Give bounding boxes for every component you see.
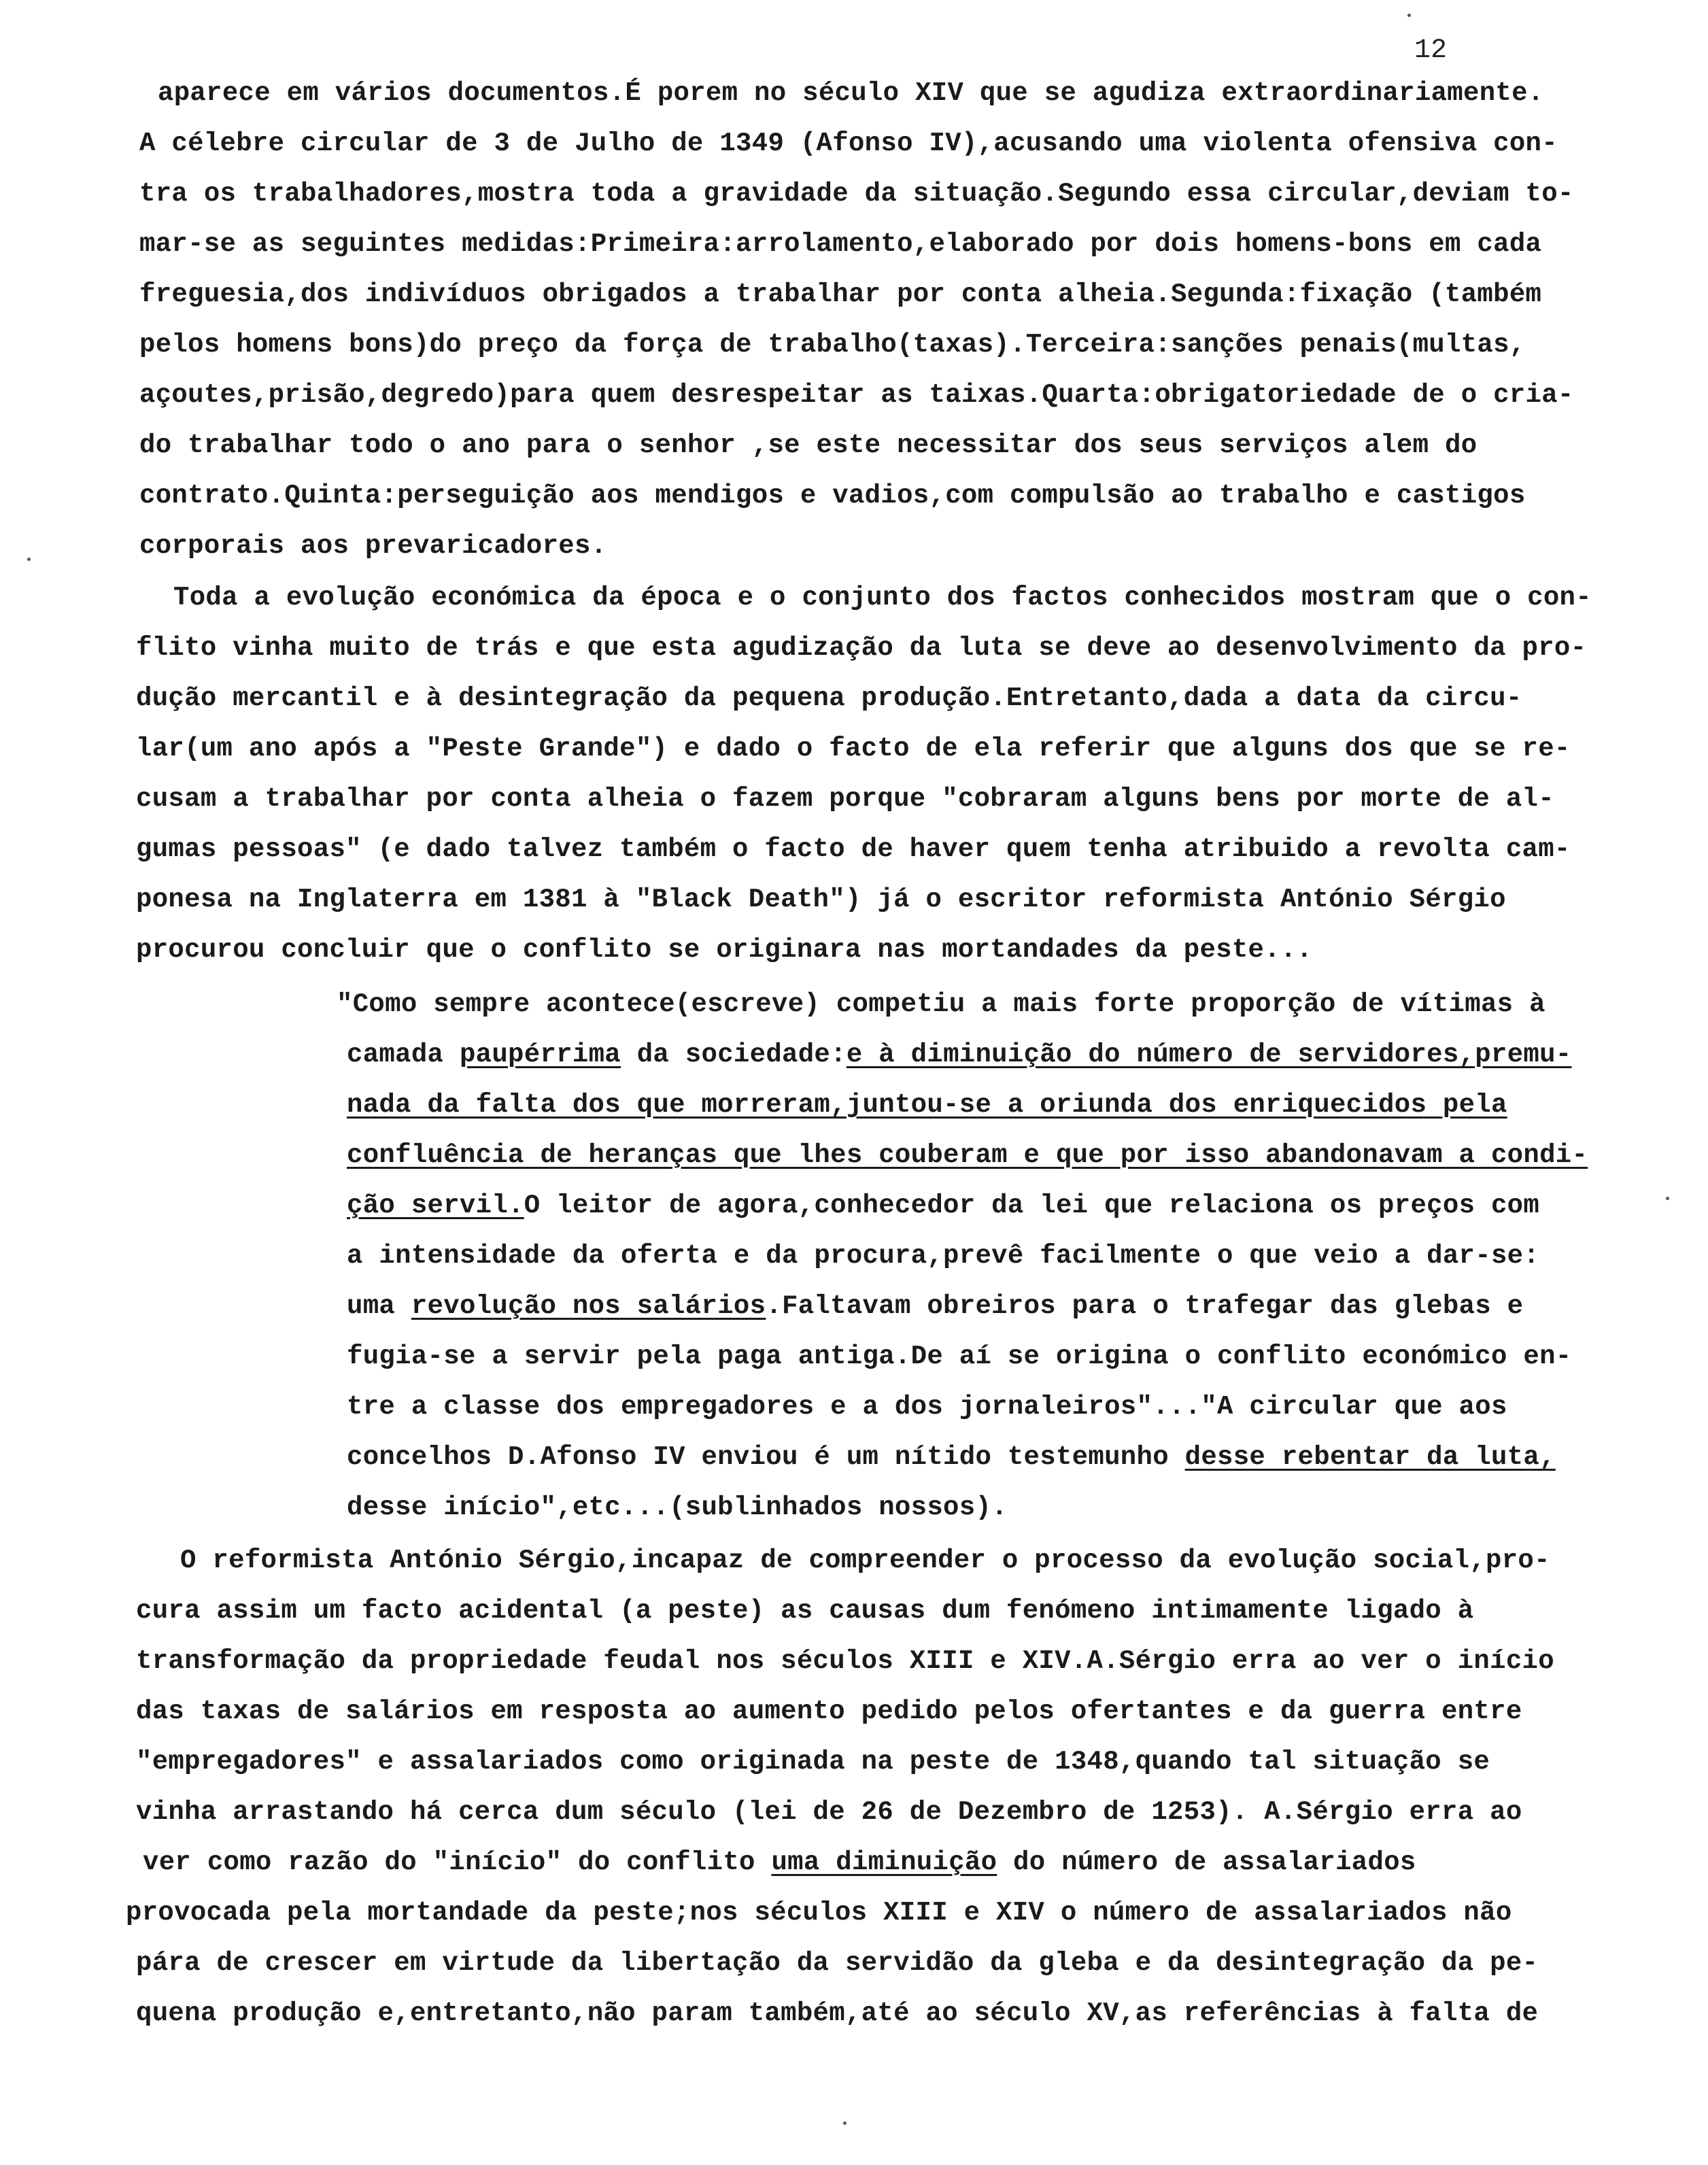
quote-line xyxy=(347,1042,1572,1068)
text-line xyxy=(143,1849,1416,1876)
quote-fragment: .Faltavam obreiros para o trafegar das glebas e xyxy=(766,1291,1524,1321)
underlined-text: uma diminuição xyxy=(771,1847,997,1877)
text-line: gumas pessoas" (e dado talvez também o facto de haver quem tenha atribuido a revolta cam- xyxy=(136,834,1571,864)
text-line: "empregadores" e assalariados como originada na peste de 1348,quando tal situação se xyxy=(136,1747,1490,1777)
text-line: mar-se as seguintes medidas:Primeira:arrolamento,elaborado por dois homens-bons em cada xyxy=(139,229,1542,259)
scan-speck xyxy=(1666,1197,1669,1200)
underlined-text: nada da falta dos que morreram, xyxy=(347,1090,847,1120)
quote-fragment: concelhos D.Afonso IV enviou é um nítido testemunho xyxy=(347,1442,1185,1472)
quote-line xyxy=(347,1092,1507,1119)
underlined-text: e à diminuição do número de servidores,premu- xyxy=(846,1040,1572,1070)
quote-line xyxy=(347,1193,1539,1219)
text-line: freguesia,dos indivíduos obrigados a trabalhar por conta alheia.Segunda:fixação (também xyxy=(139,279,1542,309)
text-line: quena produção e,entretanto,não param também,até ao século XV,as referências à falta de xyxy=(136,1998,1539,2028)
text-line: ponesa na Inglaterra em 1381 à "Black Death") já o escritor reformista António Sérgio xyxy=(136,885,1506,915)
quote-fragment: O leitor de agora,conhecedor da lei que relaciona os preços com xyxy=(524,1191,1540,1221)
page-number: 12 xyxy=(1414,35,1448,66)
quote-line: confluência de heranças que lhes couberam e que por isso abandonavam a condi- xyxy=(347,1140,1588,1170)
text-line: O reformista António Sérgio,incapaz de compreender o processo da evolução social,pro- xyxy=(180,1546,1550,1575)
text-line: lar(um ano após a "Peste Grande") e dado o facto de ela referir que alguns dos que se re- xyxy=(136,734,1571,764)
underlined-text: juntou-se a oriunda dos enriquecidos pela xyxy=(846,1090,1507,1120)
text-line: A célebre circular de 3 de Julho de 1349 (Afonso IV),acusando uma violenta ofensiva con- xyxy=(139,129,1558,158)
text-line: flito vinha muito de trás e que esta agudização da luta se deve ao desenvolvimento da pro- xyxy=(136,633,1587,663)
quote-fragment: uma xyxy=(347,1291,411,1321)
scan-speck xyxy=(27,558,31,561)
text-line: provocada pela mortandade da peste;nos séculos XIII e XIV o número de assalariados não xyxy=(126,1898,1512,1928)
underlined-text: ção servil. xyxy=(347,1191,524,1221)
underlined-text: desse rebentar da luta, xyxy=(1184,1442,1556,1472)
text-line: corporais aos prevaricadores. xyxy=(139,531,607,561)
quote-line: "Como sempre acontece(escreve) competiu a mais forte proporção de vítimas à xyxy=(337,989,1545,1019)
scan-speck xyxy=(843,2121,847,2125)
quote-line: tre a classe dos empregadores e a dos jornaleiros"..."A circular que aos xyxy=(347,1392,1507,1422)
quote-line xyxy=(347,1293,1523,1320)
underlined-text: paupérrima xyxy=(459,1040,621,1070)
text-line: aparece em vários documentos.É porem no século XIV que se agudiza extraordinariamente. xyxy=(158,78,1544,108)
text-line: cusam a trabalhar por conta alheia o fazem porque "cobraram alguns bens por morte de al- xyxy=(136,784,1554,814)
text-line: tra os trabalhadores,mostra toda a gravidade da situação.Segundo essa circular,deviam to- xyxy=(139,179,1574,209)
quote-fragment: camada xyxy=(347,1040,460,1070)
text-line: pelos homens bons)do preço da força de trabalho(taxas).Terceira:sanções penais(multas, xyxy=(139,330,1526,360)
text-line: transformação da propriedade feudal nos séculos XIII e XIV.A.Sérgio erra ao ver o início xyxy=(136,1646,1554,1676)
quote-line: fugia-se a servir pela paga antiga.De aí se origina o conflito económico en- xyxy=(347,1342,1572,1371)
quote-line: a intensidade da oferta e da procura,prevê facilmente o que veio a dar-se: xyxy=(347,1241,1540,1271)
text-line: pára de crescer em virtude da libertação da servidão da gleba e da desintegração da pe- xyxy=(136,1948,1539,1978)
text-line: dução mercantil e à desintegração da pequena produção.Entretanto,dada a data da circu- xyxy=(136,683,1522,713)
text-line: Toda a evolução económica da época e o conjunto dos factos conhecidos mostram que o con- xyxy=(173,583,1592,613)
text-line: das taxas de salários em resposta ao aumento pedido pelos ofertantes e da guerra entre xyxy=(136,1697,1522,1726)
text-fragment: do número de assalariados xyxy=(997,1847,1416,1877)
text-line: procurou concluir que o conflito se originara nas mortandades da peste... xyxy=(136,935,1313,965)
scan-speck xyxy=(1407,14,1411,17)
quote-line: desse início",etc...(sublinhados nossos). xyxy=(347,1493,1008,1522)
text-line: do trabalhar todo o ano para o senhor ,se este necessitar dos seus serviços alem do xyxy=(139,430,1478,460)
quote-fragment: da sociedade: xyxy=(620,1040,847,1070)
text-line: açoutes,prisão,degredo)para quem desrespeitar as taixas.Quarta:obrigatoriedade de o cria- xyxy=(139,380,1574,410)
text-line: vinha arrastando há cerca dum século (lei de 26 de Dezembro de 1253). A.Sérgio erra ao xyxy=(136,1797,1522,1827)
text-line: contrato.Quinta:perseguição aos mendigos e vadios,com compulsão ao trabalho e castigos xyxy=(139,481,1526,511)
text-line: cura assim um facto acidental (a peste) as causas dum fenómeno intimamente ligado à xyxy=(136,1596,1474,1626)
text-fragment: ver como razão do "início" do conflito xyxy=(143,1847,772,1877)
underlined-text: revolução nos salários xyxy=(411,1291,766,1321)
quote-line xyxy=(347,1444,1556,1471)
